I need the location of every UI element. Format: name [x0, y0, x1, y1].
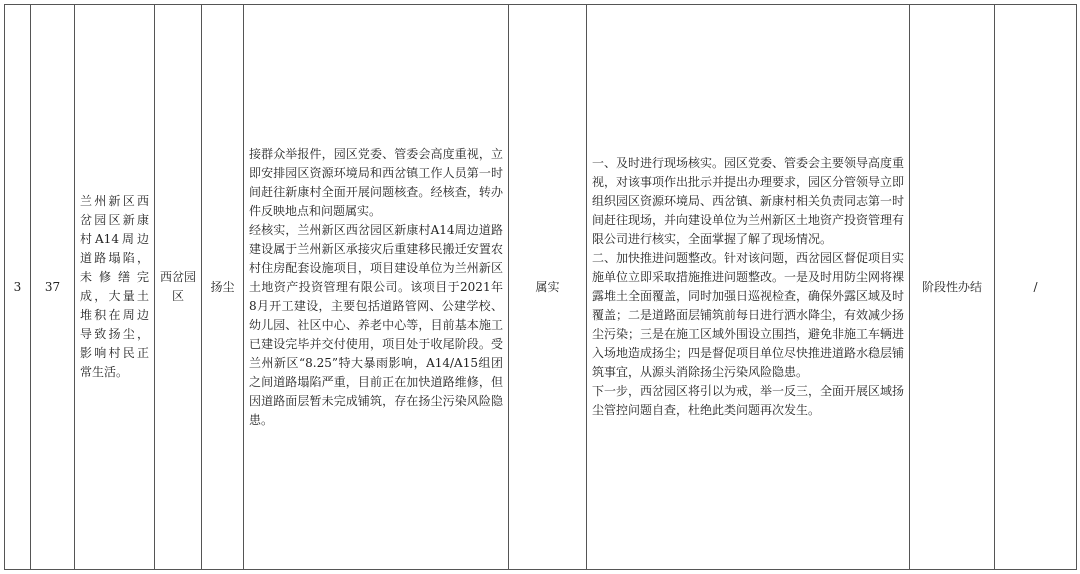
- report-table: [4, 4, 1077, 570]
- accountability-cell: /: [995, 5, 1077, 570]
- district-cell: 西岔园区: [155, 5, 202, 570]
- pollution-category-cell: 扬尘: [202, 5, 244, 570]
- action-paragraph: 下一步，西岔园区将引以为戒，举一反三，全面开展区域扬尘管控问题自查，杜绝此类问题再次发生。: [592, 384, 905, 417]
- verification-result-cell: 属实: [509, 5, 587, 570]
- row-index-cell: 3: [5, 5, 31, 570]
- problem-description-cell: 兰州新区西岔园区新康村A14周边道路塌陷，未修缮完成，大量土堆积在周边导致扬尘，影响村民正常生活。: [75, 5, 155, 570]
- action-paragraph: 一、及时进行现场核实。园区党委、管委会主要领导高度重视，对该事项作出批示并提出办理要求，园区分管领导立即组织园区资源环境局、西岔镇、新康村相关负责同志第一时间赶往现场，并向建设单位为兰州新区土地资产投资管理有限公司进行核实，全面掌握了解了现场情况。: [592, 156, 905, 246]
- table-row: [5, 5, 1077, 570]
- status-cell: 阶段性办结: [910, 5, 995, 570]
- rectification-actions-cell: [587, 5, 910, 570]
- finding-paragraph: 经核实，兰州新区西岔园区新康村A14周边道路建设属于兰州新区承接灾后重建移民搬迁安置农村住房配套设施项目，项目建设单位为兰州新区土地资产投资管理有限公司。该项目于2021年8月开工建设，主要包括道路管网、公建学校、幼儿园、社区中心、养老中心等，目前基本施工已建设完毕并交付使用，项目处于收尾阶段。受兰州新区“8.25”特大暴雨影响，A14/A15组团之间道路塌陷严重，目前正在加快道路维修，但因道路面层暂未完成铺筑，存在扬尘污染风险隐患。: [249, 222, 503, 427]
- case-number-cell: 37: [31, 5, 75, 570]
- finding-paragraph: 接群众举报件，园区党委、管委会高度重视，立即安排园区资源环境局和西岔镇工作人员第一时间赶往新康村全面开展问题核查。经核查，转办件反映地点和问题属实。: [249, 146, 503, 218]
- investigation-findings-cell: [244, 5, 509, 570]
- action-paragraph: 二、加快推进问题整改。针对该问题，西岔园区督促项目实施单位立即采取措施推进问题整改。一是及时用防尘网将裸露堆土全面覆盖，同时加强日巡视检查，确保外露区域及时覆盖；二是道路面层铺筑前每日进行洒水降尘，有效减少扬尘污染；三是在施工区域外围设立围挡，避免非施工车辆进入场地造成扬尘；四是督促项目单位尽快推进道路水稳层铺筑事宜，从源头消除扬尘污染风险隐患。: [592, 251, 905, 379]
